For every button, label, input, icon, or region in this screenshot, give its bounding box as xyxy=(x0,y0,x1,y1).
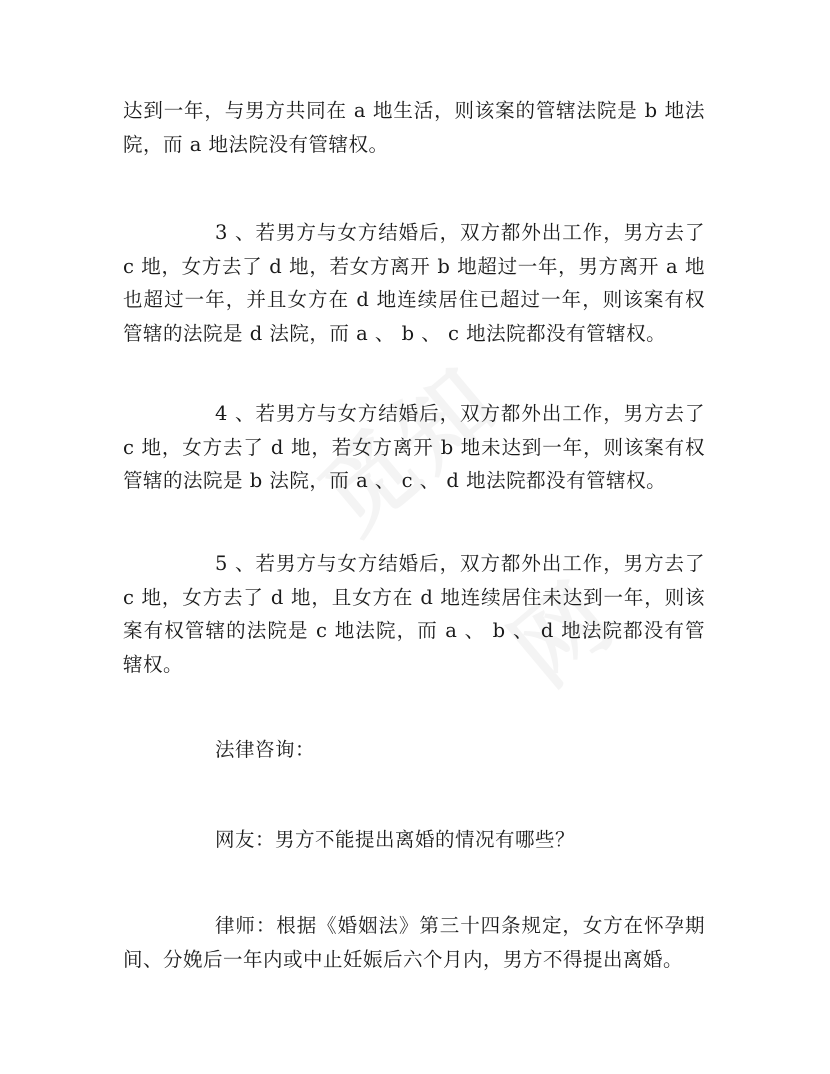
question-netizen: 网友：男方不能提出离婚的情况有哪些？ xyxy=(215,828,576,851)
paragraph-continuation: 达到一年，与男方共同在 a 地生活，则该案的管辖法院是 b 地法院，而 a 地法院没有管辖权。 xyxy=(123,99,705,156)
paragraph-case-4: 4 、若男方与女方结婚后，双方都外出工作，男方去了 c 地，女方去了 d 地，若女方离开 b 地未达到一年，则该案有权管辖的法院是 b 法院，而 a 、 c 、 d 地法院都没有管辖权。 xyxy=(123,402,705,492)
answer-lawyer: 律师：根据《婚姻法》第三十四条规定，女方在怀孕期间、分娩后一年内或中止妊娠后六个月内，男方不得提出离婚。 xyxy=(123,914,705,971)
paragraph-case-3: 3 、若男方与女方结婚后，双方都外出工作，男方去了 c 地，女方去了 d 地，若女方离开 b 地超过一年，男方离开 a 地也超过一年，并且女方在 d 地连续居住已超过一年，则该案有权管辖的法院是 d 法院，而 a 、 b 、 c 地法院都没有管辖权。 xyxy=(123,221,705,345)
section-heading-legal-consultation: 法律咨询： xyxy=(215,738,316,761)
paragraph-case-5: 5 、若男方与女方结婚后，双方都外出工作，男方去了 c 地，女方去了 d 地，且女方在 d 地连续居住未达到一年，则该案有权管辖的法院是 c 地法院，而 a 、 b 、 d 地法院都没有管辖权。 xyxy=(123,552,705,676)
